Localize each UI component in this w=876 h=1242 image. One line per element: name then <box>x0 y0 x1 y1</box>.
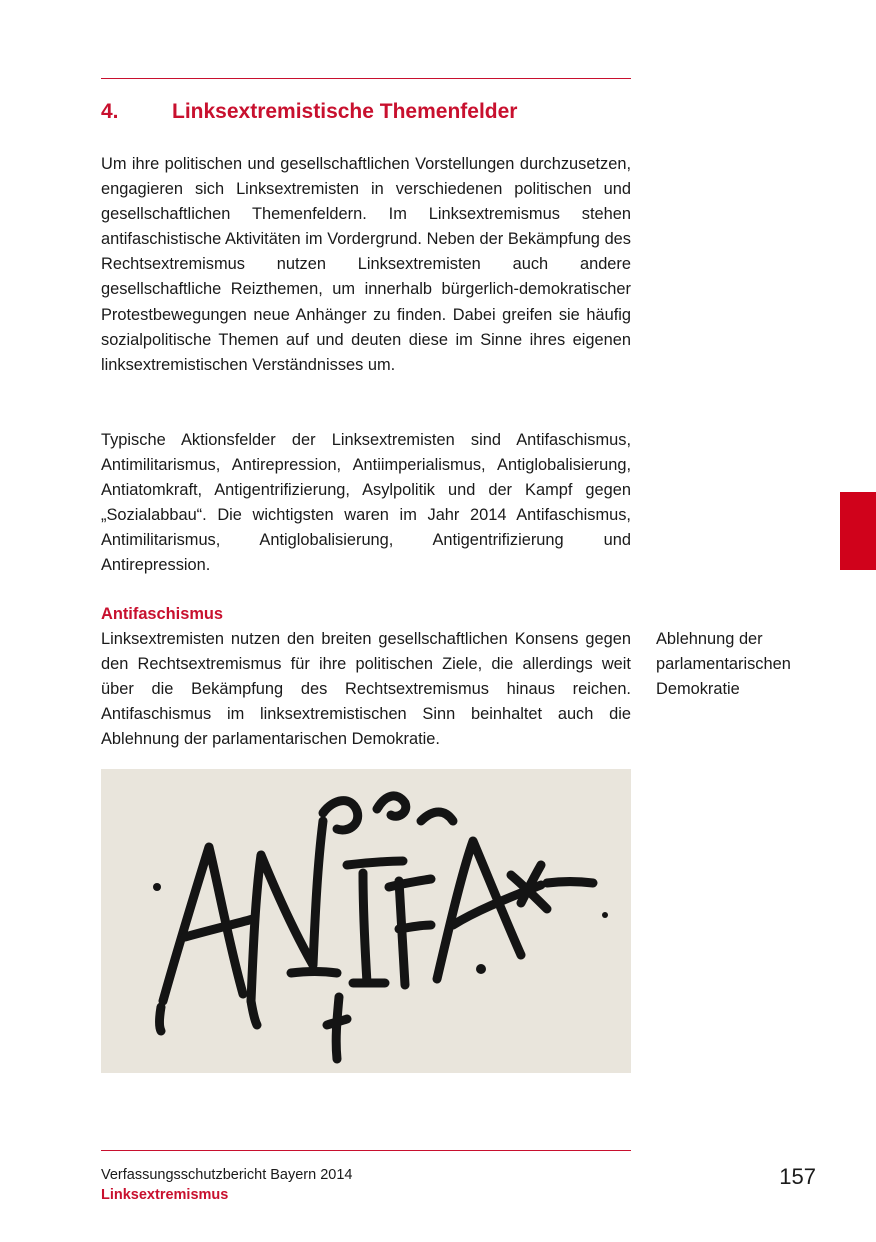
top-rule <box>101 78 631 79</box>
intro-paragraph: Um ihre politischen und gesellschaftlichen Vorstellungen durchzusetzen, engagieren sich Linksextremisten in verschiedenen politischen und gesellschaftlichen Themenfeldern. Im Linksextremismus stehen antifaschistische Aktivitäten im Vordergrund. Neben der Bekämpfung des Rechtsextremismus nutzen Linksextremisten auch andere gesellschaftliche Reizthemen, um innerhalb bürgerlich-demokratischer Protestbewegungen neue Anhänger zu finden. Dabei greifen sie häufig sozialpolitische Themen auf und deuten diese im Sinne ihres eigenen linksextremistischen Verständnisses um. <box>101 155 631 374</box>
margin-note-line: Demokratie <box>656 680 740 699</box>
chapter-number: 4. <box>101 100 119 123</box>
footer-chapter: Linksextremismus <box>101 1187 229 1203</box>
antifa-graffiti-image <box>101 769 631 1073</box>
page-number: 157 <box>779 1164 816 1189</box>
section-title: Antifaschismus <box>101 605 224 623</box>
margin-note <box>656 627 856 702</box>
margin-note-line: Ablehnung der <box>656 630 763 648</box>
chapter-heading <box>101 98 661 126</box>
chapter-title: Linksextremistische Themenfelder <box>172 100 518 123</box>
margin-note-line: parlamentarischen <box>656 655 791 674</box>
graffiti-photo <box>101 769 631 1073</box>
footer-publication: Verfassungsschutzbericht Bayern 2014 <box>101 1167 353 1183</box>
bottom-rule <box>101 1150 631 1151</box>
chapter-tab-marker <box>840 492 876 570</box>
action-fields-paragraph: Typische Aktionsfelder der Linksextremisten sind Antifaschismus, Antimilitarismus, Antirepression, Antiimperialismus, Antiglobalisierung, Antiatomkraft, Antigentrifizierung, Asylpolitik und der Kampf gegen „Sozialabbau“. Die wichtigsten waren im Jahr 2014 Antifaschismus, Antimilitarismus, Antiglobalisierung, Antigentrifizierung und Antirepression. <box>101 431 631 575</box>
section-paragraph: Linksextremisten nutzen den breiten gesellschaftlichen Konsens gegen den Rechtsextremismus für ihre politischen Ziele, die allerdings weit über die Bekämpfung des Rechtsextremismus hinaus reichen. Antifaschismus im linksextremistischen Sinn beinhaltet auch die Ablehnung der parlamentarischen Demokratie. <box>101 630 631 749</box>
